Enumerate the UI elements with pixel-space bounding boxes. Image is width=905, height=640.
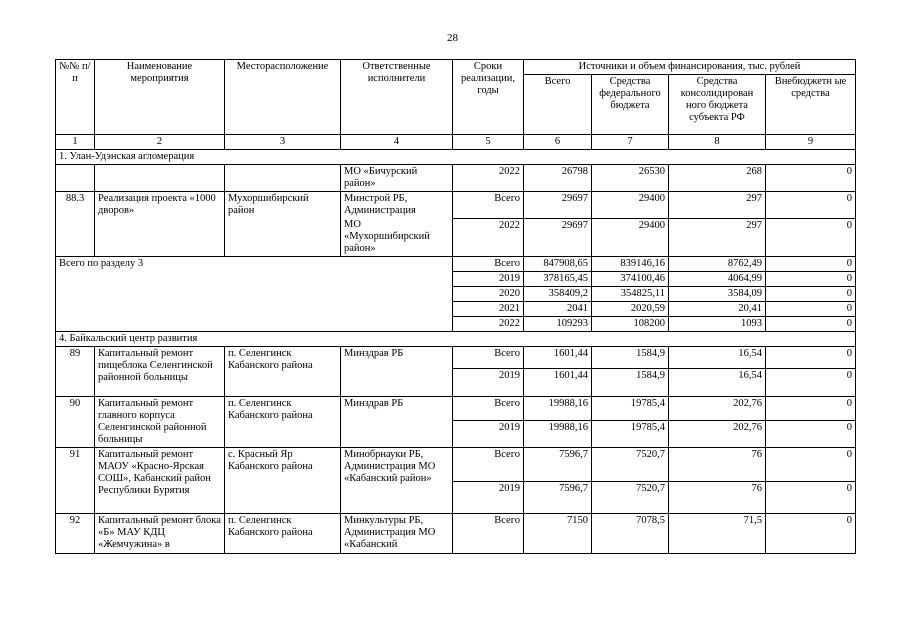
cell-location: Мухоршибирский район bbox=[225, 192, 341, 257]
col-name-header: Наименование мероприятия bbox=[95, 60, 225, 135]
table-row bbox=[56, 514, 856, 554]
cell-year: Всего bbox=[453, 192, 524, 219]
col-fed-header: Средства федерального бюджета bbox=[592, 75, 669, 135]
cell-year: 2022 bbox=[453, 218, 524, 257]
cell-total: 1601,44 bbox=[524, 369, 592, 397]
col-number: 3 bbox=[225, 135, 341, 150]
cell-total: 19988,16 bbox=[524, 397, 592, 421]
cell-total: 29697 bbox=[524, 192, 592, 219]
cell-extra: 0 bbox=[766, 514, 856, 554]
col-num-header: №№ п/п bbox=[56, 60, 95, 135]
col-number: 2 bbox=[95, 135, 225, 150]
col-terms-header: Сроки реализации, годы bbox=[453, 60, 524, 135]
cell-fed: 7520,7 bbox=[592, 448, 669, 482]
column-numbers-row bbox=[56, 135, 856, 150]
cell-reg: 71,5 bbox=[669, 514, 766, 554]
cell-fed: 29400 bbox=[592, 218, 669, 257]
cell-total: 1601,44 bbox=[524, 347, 592, 369]
cell-fed: 7078,5 bbox=[592, 514, 669, 554]
cell-year: Всего bbox=[453, 347, 524, 369]
section-title: 4. Байкальский центр развития bbox=[56, 332, 856, 347]
cell-extra: 0 bbox=[766, 287, 856, 302]
cell-name bbox=[95, 165, 225, 192]
cell-total: 26798 bbox=[524, 165, 592, 192]
cell-name: Капитальный ремонт блока «Б» МАУ КДЦ «Жемчужина» в bbox=[95, 514, 225, 554]
cell-extra: 0 bbox=[766, 218, 856, 257]
col-number: 8 bbox=[669, 135, 766, 150]
total-label: Всего по разделу 3 bbox=[56, 257, 453, 332]
cell-name: Капитальный ремонт главного корпуса Селенгинской районной больницы bbox=[95, 397, 225, 448]
cell-location: п. Селенгинск Кабанского района bbox=[225, 397, 341, 448]
cell-fed: 19785,4 bbox=[592, 421, 669, 448]
col-total-header: Всего bbox=[524, 75, 592, 135]
cell-year: 2019 bbox=[453, 482, 524, 514]
cell-fed: 19785,4 bbox=[592, 397, 669, 421]
cell-exec: Минобрнауки РБ, Администрация МО «Кабанский район» bbox=[341, 448, 453, 514]
cell-reg: 1093 bbox=[669, 317, 766, 332]
cell-year: Всего bbox=[453, 257, 524, 272]
cell-fed: 26530 bbox=[592, 165, 669, 192]
cell-total: 19988,16 bbox=[524, 421, 592, 448]
cell-reg: 202,76 bbox=[669, 421, 766, 448]
col-reg-header: Средства консолидирован ного бюджета субъекта РФ bbox=[669, 75, 766, 135]
cell-reg: 20,41 bbox=[669, 302, 766, 317]
cell-location: п. Селенгинск Кабанского района bbox=[225, 514, 341, 554]
cell-fed: 1584,9 bbox=[592, 347, 669, 369]
col-number: 6 bbox=[524, 135, 592, 150]
cell-extra: 0 bbox=[766, 347, 856, 369]
cell-name: Капитальный ремонт пищеблока Селенгинской районной больницы bbox=[95, 347, 225, 397]
cell-exec: Минздрав РБ bbox=[341, 347, 453, 397]
cell-extra: 0 bbox=[766, 272, 856, 287]
cell-reg: 8762,49 bbox=[669, 257, 766, 272]
cell-reg: 76 bbox=[669, 448, 766, 482]
table-row bbox=[56, 165, 856, 192]
header-row bbox=[56, 60, 856, 75]
cell-year: 2022 bbox=[453, 317, 524, 332]
cell-total: 2041 bbox=[524, 302, 592, 317]
col-number: 4 bbox=[341, 135, 453, 150]
cell-location: п. Селенгинск Кабанского района bbox=[225, 347, 341, 397]
section-row bbox=[56, 332, 856, 347]
page-number: 28 bbox=[447, 32, 458, 44]
col-number: 7 bbox=[592, 135, 669, 150]
cell-year: 2019 bbox=[453, 421, 524, 448]
cell-extra: 0 bbox=[766, 369, 856, 397]
cell-year: Всего bbox=[453, 448, 524, 482]
cell-fed: 1584,9 bbox=[592, 369, 669, 397]
cell-extra: 0 bbox=[766, 302, 856, 317]
cell-reg: 297 bbox=[669, 192, 766, 219]
cell-fed: 29400 bbox=[592, 192, 669, 219]
cell-total: 7596,7 bbox=[524, 482, 592, 514]
cell-reg: 76 bbox=[669, 482, 766, 514]
cell-year: Всего bbox=[453, 397, 524, 421]
cell-extra: 0 bbox=[766, 192, 856, 219]
cell-num: 91 bbox=[56, 448, 95, 514]
cell-total: 378165,45 bbox=[524, 272, 592, 287]
cell-reg: 3584,09 bbox=[669, 287, 766, 302]
cell-year: 2021 bbox=[453, 302, 524, 317]
cell-year: 2019 bbox=[453, 272, 524, 287]
cell-reg: 16,54 bbox=[669, 369, 766, 397]
cell-num bbox=[56, 165, 95, 192]
col-extra-header: Внебюджетн ые средства bbox=[766, 75, 856, 135]
section-row bbox=[56, 150, 856, 165]
col-number: 5 bbox=[453, 135, 524, 150]
section-title: 1. Улан-Удэнская агломерация bbox=[56, 150, 856, 165]
cell-reg: 268 bbox=[669, 165, 766, 192]
cell-reg: 202,76 bbox=[669, 397, 766, 421]
cell-extra: 0 bbox=[766, 397, 856, 421]
cell-location bbox=[225, 165, 341, 192]
table-row bbox=[56, 347, 856, 369]
financing-table bbox=[55, 59, 856, 554]
cell-total: 7596,7 bbox=[524, 448, 592, 482]
cell-year: 2020 bbox=[453, 287, 524, 302]
cell-exec: МО «Мухоршибирский район» bbox=[341, 218, 453, 257]
cell-extra: 0 bbox=[766, 421, 856, 448]
cell-extra: 0 bbox=[766, 317, 856, 332]
cell-year: 2022 bbox=[453, 165, 524, 192]
cell-total: 7150 bbox=[524, 514, 592, 554]
cell-exec: МО «Бичурский район» bbox=[341, 165, 453, 192]
col-fin-header: Источники и объем финансирования, тыс. рублей bbox=[524, 60, 856, 75]
cell-exec: Минздрав РБ bbox=[341, 397, 453, 448]
cell-fed: 7520,7 bbox=[592, 482, 669, 514]
total-row bbox=[56, 257, 856, 272]
cell-fed: 839146,16 bbox=[592, 257, 669, 272]
cell-num: 89 bbox=[56, 347, 95, 397]
cell-fed: 354825,11 bbox=[592, 287, 669, 302]
cell-total: 358409,2 bbox=[524, 287, 592, 302]
cell-extra: 0 bbox=[766, 448, 856, 482]
cell-extra: 0 bbox=[766, 257, 856, 272]
cell-fed: 374100,46 bbox=[592, 272, 669, 287]
cell-fed: 108200 bbox=[592, 317, 669, 332]
cell-extra: 0 bbox=[766, 482, 856, 514]
cell-exec: Минкультуры РБ, Администрация МО «Кабанский bbox=[341, 514, 453, 554]
cell-name: Реализация проекта «1000 дворов» bbox=[95, 192, 225, 257]
cell-total: 847908,65 bbox=[524, 257, 592, 272]
cell-year: 2019 bbox=[453, 369, 524, 397]
col-exec-header: Ответственные исполнители bbox=[341, 60, 453, 135]
col-location-header: Месторасположение bbox=[225, 60, 341, 135]
cell-extra: 0 bbox=[766, 165, 856, 192]
cell-name: Капитальный ремонт МАОУ «Красно-Ярская СОШ», Кабанский район Республики Бурятия bbox=[95, 448, 225, 514]
cell-fed: 2020,59 bbox=[592, 302, 669, 317]
cell-reg: 16,54 bbox=[669, 347, 766, 369]
cell-total: 109293 bbox=[524, 317, 592, 332]
table-row bbox=[56, 448, 856, 482]
cell-reg: 297 bbox=[669, 218, 766, 257]
col-number: 1 bbox=[56, 135, 95, 150]
table-row bbox=[56, 397, 856, 421]
cell-year: Всего bbox=[453, 514, 524, 554]
cell-num: 92 bbox=[56, 514, 95, 554]
cell-num: 90 bbox=[56, 397, 95, 448]
cell-reg: 4064,99 bbox=[669, 272, 766, 287]
col-number: 9 bbox=[766, 135, 856, 150]
cell-exec: Минстрой РБ, Администрация bbox=[341, 192, 453, 219]
cell-location: с. Красный Яр Кабанского района bbox=[225, 448, 341, 514]
cell-num: 88.3 bbox=[56, 192, 95, 257]
cell-total: 29697 bbox=[524, 218, 592, 257]
table-row bbox=[56, 192, 856, 219]
